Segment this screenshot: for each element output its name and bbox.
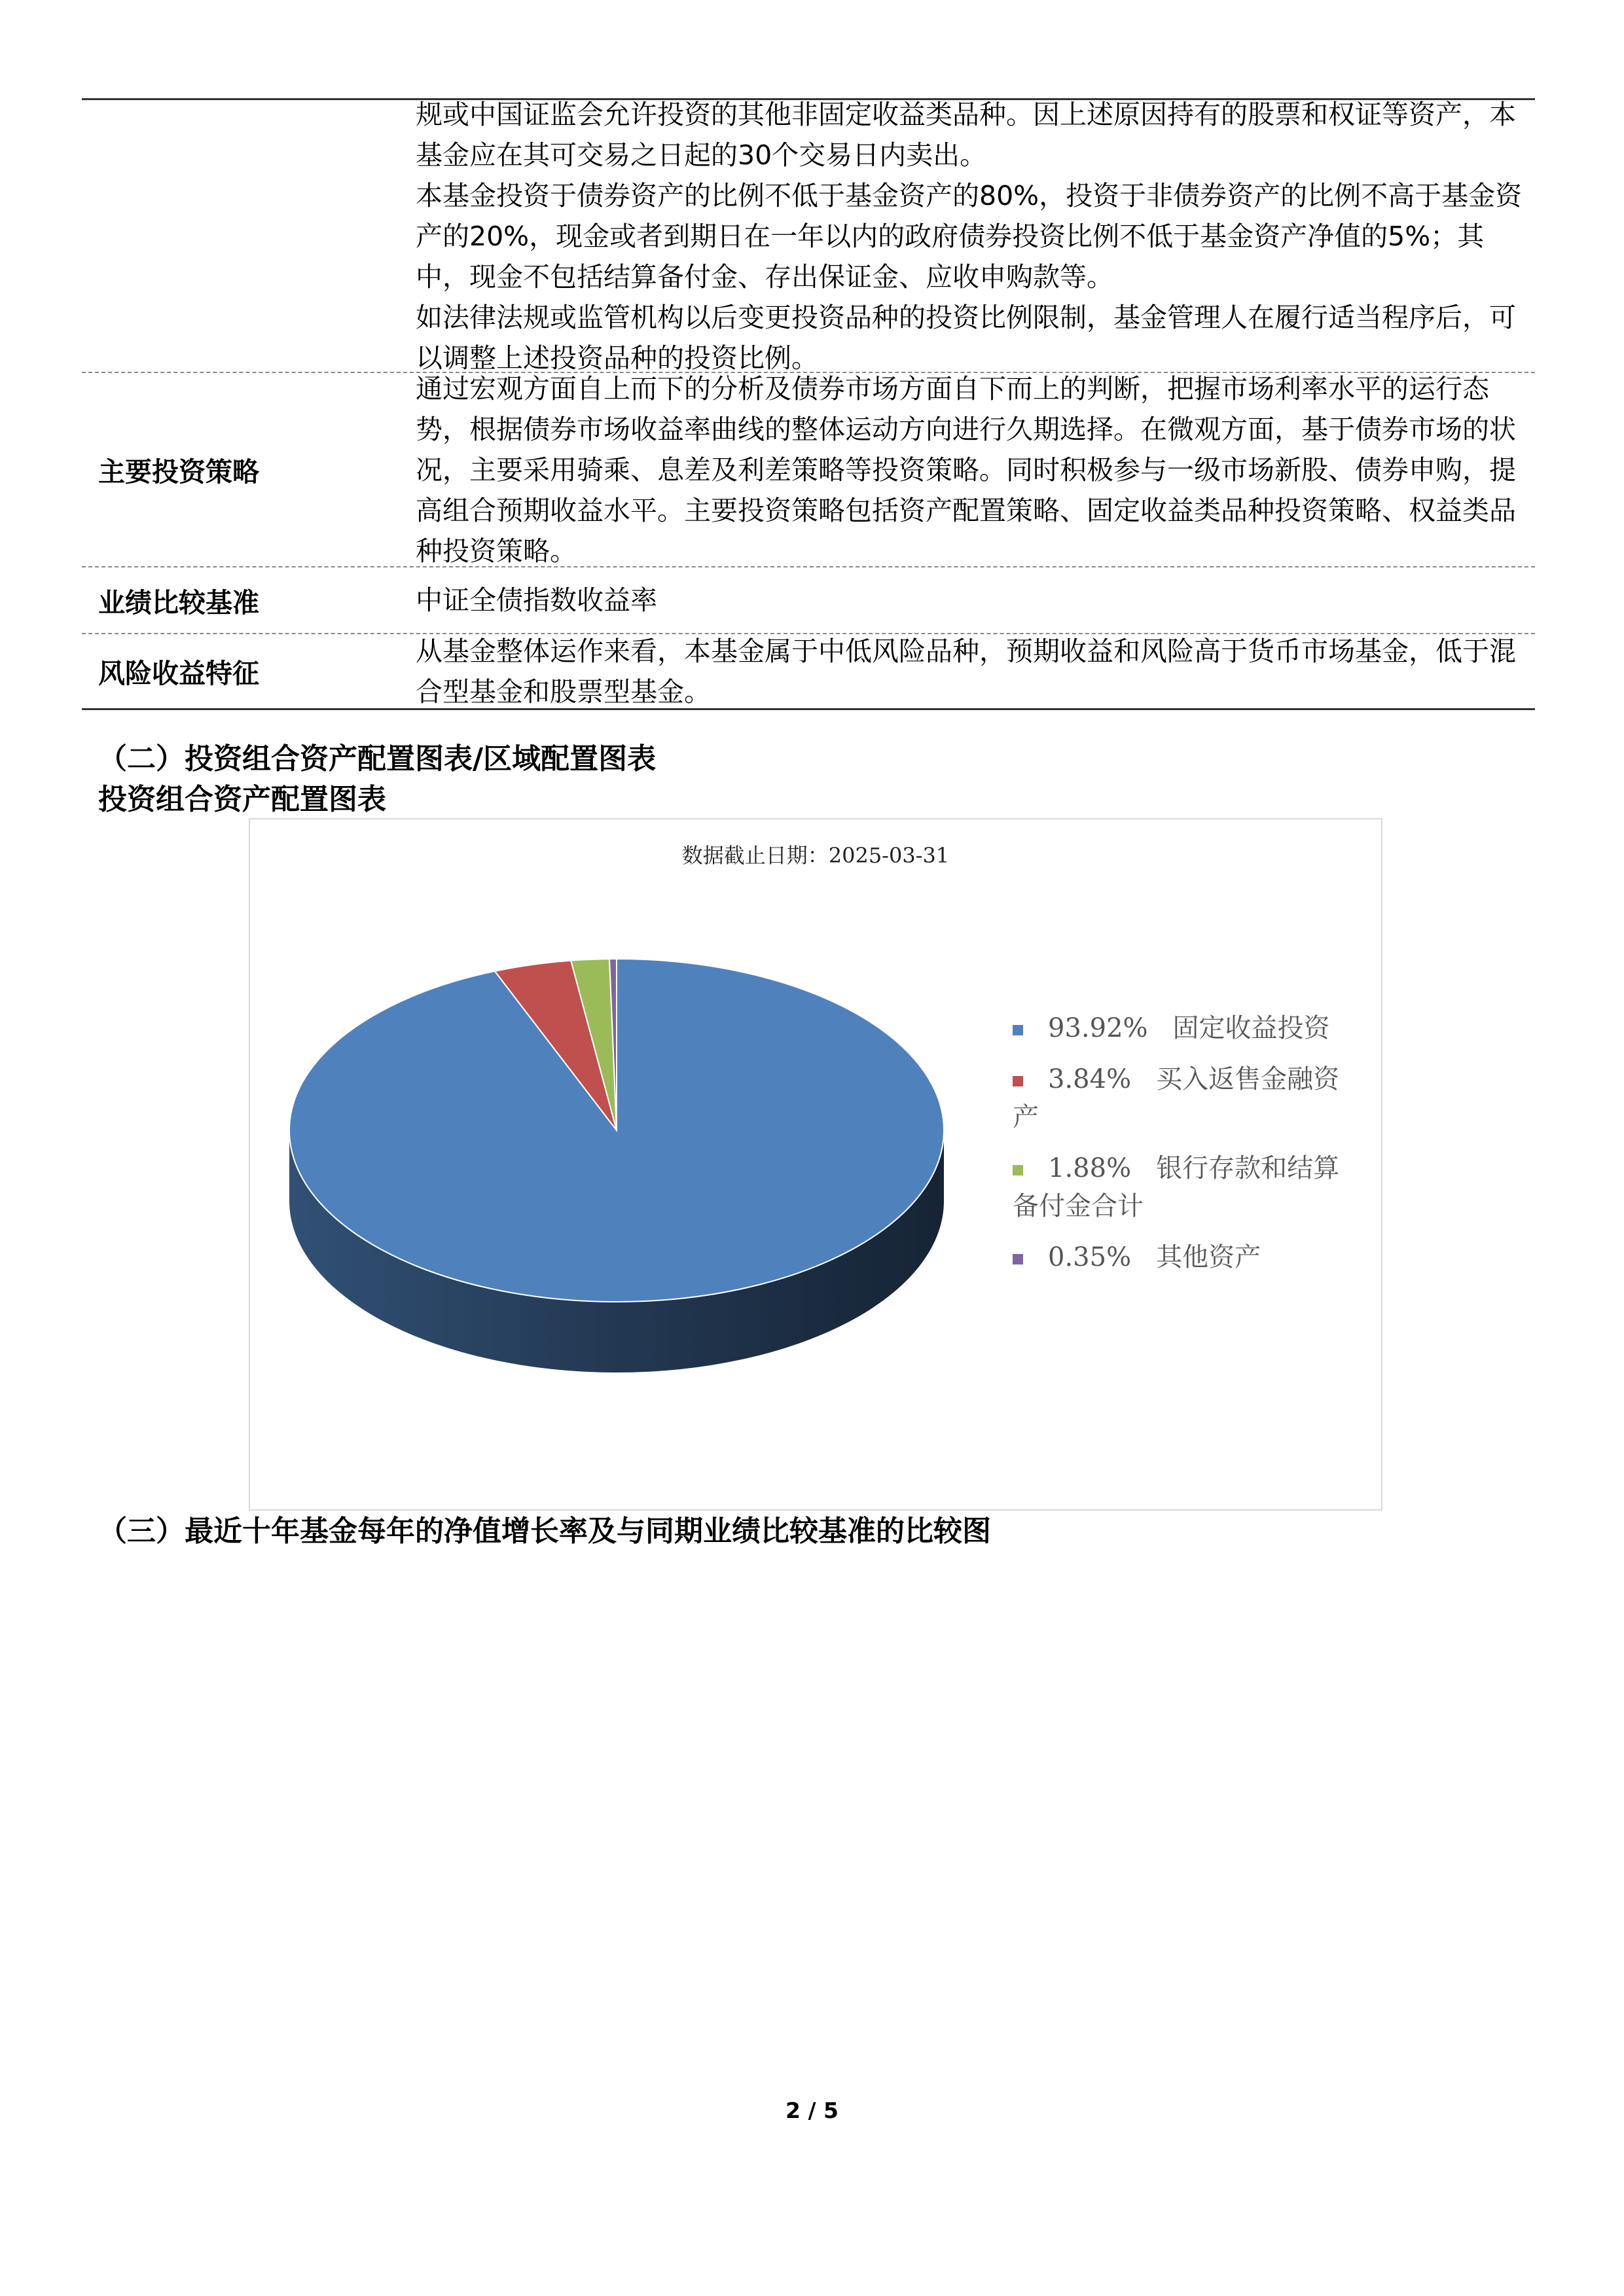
legend-swatch	[1013, 1254, 1023, 1265]
table-row-benchmark	[82, 567, 1535, 634]
chart-title: 数据截止日期：2025-03-31	[681, 843, 950, 868]
section3-heading: （三）最近十年基金每年的净值增长率及与同期业绩比较基准的比较图	[98, 1515, 991, 1548]
paragraph: 规或中国证监会允许投资的其他非固定收益类品种。因上述原因持有的股票和权证等资产，本基金应在其可交易之日起的30个交易日内卖出。	[416, 98, 1516, 171]
table-row-strategy	[82, 373, 1535, 567]
legend-swatch	[1013, 1025, 1023, 1035]
legend-percent: 1.88%	[1048, 1153, 1132, 1183]
row-content	[416, 367, 1535, 573]
row-label: 业绩比较基准	[98, 586, 259, 619]
row-label: 风险收益特征	[98, 658, 259, 689]
row-label: 主要投资策略	[98, 456, 259, 488]
legend-swatch	[1013, 1076, 1023, 1086]
section2-heading: （二）投资组合资产配置图表/区域配置图表	[98, 742, 657, 776]
row-content	[416, 579, 1535, 622]
table-row-investment-scope	[82, 100, 1535, 373]
paragraph: 从基金整体运作来看，本基金属于中低风险品种，预期收益和风险高于货币市场基金，低于混合型基金和股票型基金。	[416, 635, 1516, 708]
legend-label: 银行存款和结算备付金合计	[1013, 1153, 1340, 1221]
paragraph: 中证全债指数收益率	[416, 584, 657, 616]
legend-item	[1013, 1060, 1353, 1136]
allocation-chart-heading: 投资组合资产配置图表	[98, 783, 386, 816]
legend-percent: 3.84%	[1048, 1064, 1132, 1094]
fund-info-table	[82, 98, 1535, 710]
legend-label: 买入返售金融资产	[1013, 1064, 1340, 1132]
row-content	[416, 630, 1535, 713]
chart-legend	[1013, 1009, 1353, 1289]
legend-label: 其他资产	[1156, 1242, 1261, 1272]
legend-swatch	[1013, 1165, 1023, 1175]
paragraph: 通过宏观方面自上而下的分析及债券市场方面自下而上的判断，把握市场利率水平的运行态势，根据债券市场收益率曲线的整体运动方向进行久期选择。在微观方面，基于债券市场的状况，主要采用骑乘、息差及利差策略等投资策略。同时积极参与一级市场新股、债券申购，提高组合预期收益水平。主要投资策略包括资产配置策略、固定收益类品种投资策略、权益类品种投资策略。	[416, 372, 1516, 567]
legend-percent: 0.35%	[1048, 1242, 1132, 1272]
paragraph: 本基金投资于债券资产的比例不低于基金资产的80%，投资于非债券资产的比例不高于基金资产的20%，现金或者到期日在一年以内的政府债券投资比例不低于基金资产净值的5%；其中，现金不包括结算备付金、存出保证金、应收申购款等。	[416, 179, 1523, 293]
legend-percent: 93.92%	[1048, 1013, 1148, 1043]
legend-label: 固定收益投资	[1172, 1013, 1330, 1043]
legend-item	[1013, 1238, 1353, 1276]
page-number: 2 / 5	[785, 2098, 839, 2123]
legend-item	[1013, 1009, 1353, 1047]
row-content	[416, 93, 1535, 380]
table-row-risk	[82, 634, 1535, 708]
legend-item	[1013, 1149, 1353, 1225]
asset-allocation-chart	[249, 818, 1382, 1511]
paragraph: 如法律法规或监管机构以后变更投资品种的投资比例限制，基金管理人在履行适当程序后，可以调整上述投资品种的投资比例。	[416, 301, 1516, 374]
